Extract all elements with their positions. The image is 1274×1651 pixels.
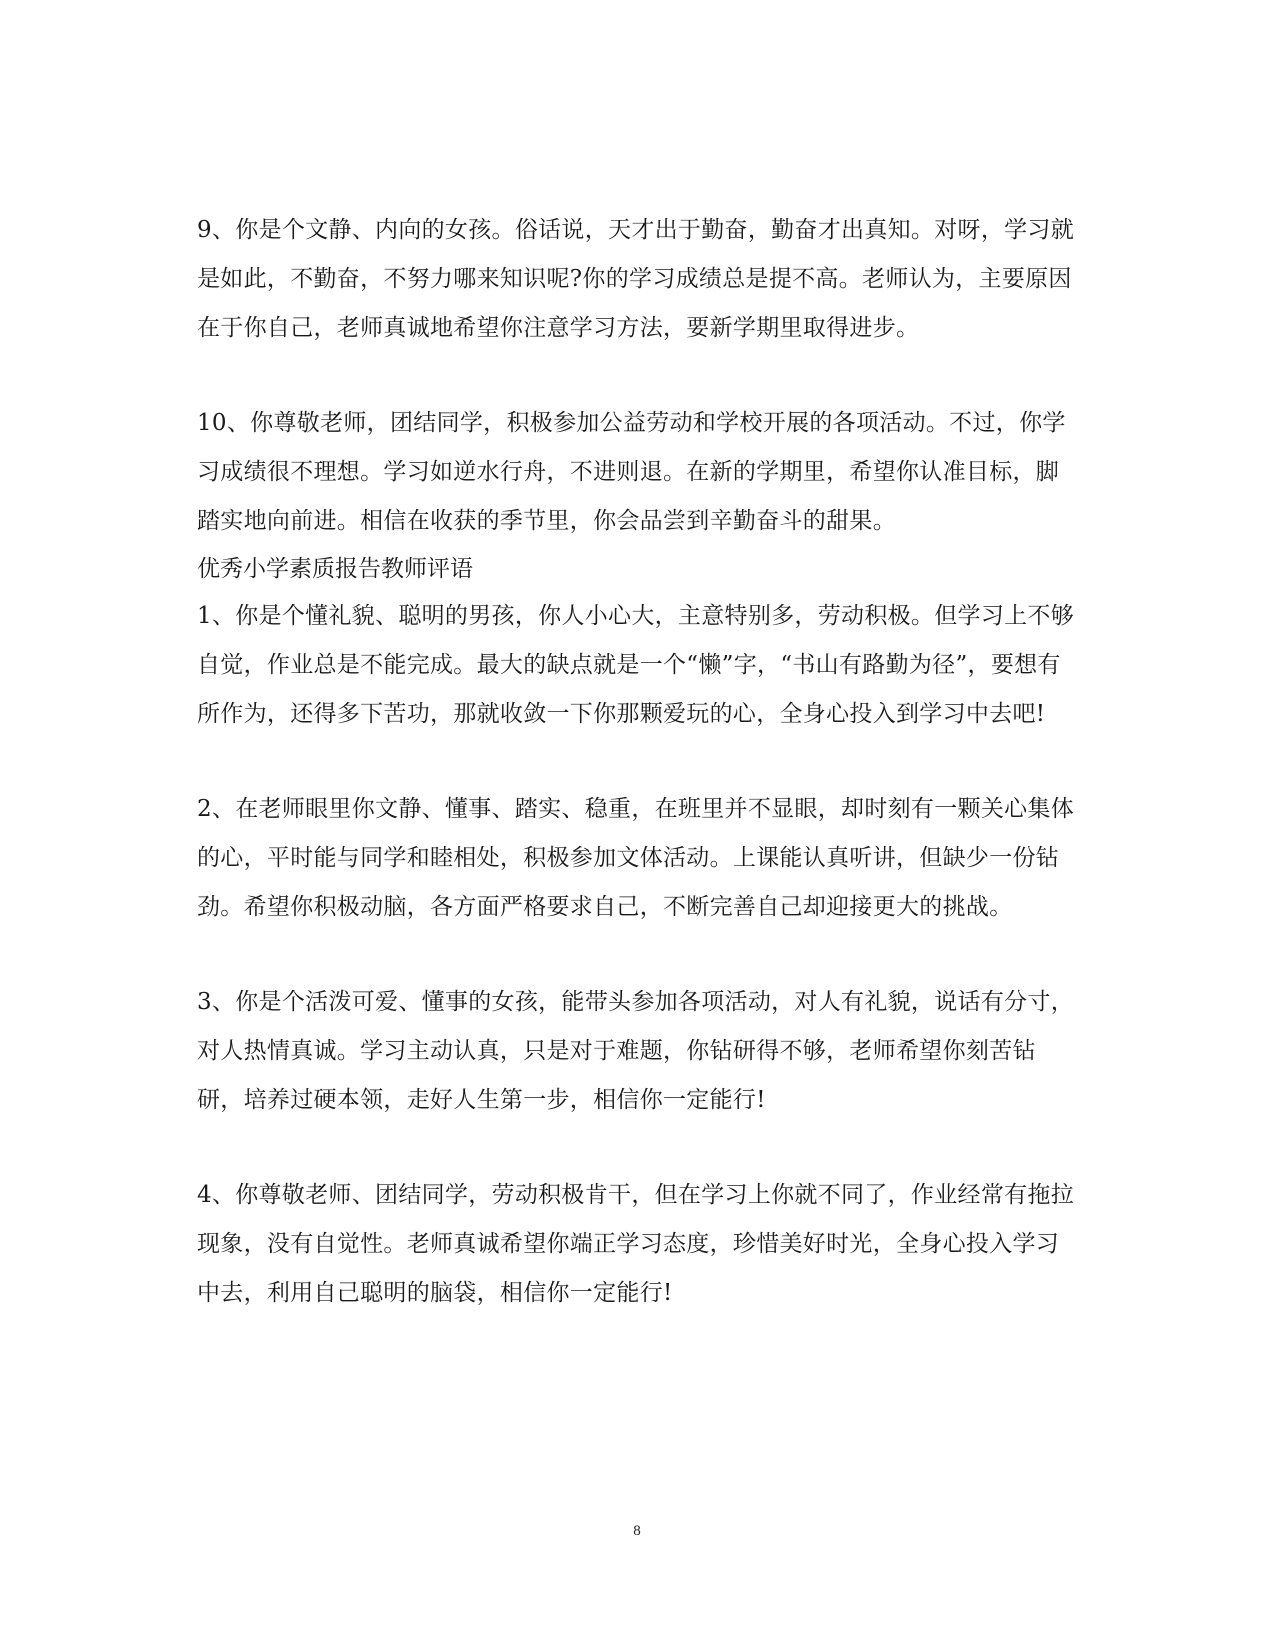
paragraph-spacer bbox=[197, 932, 1077, 978]
comment-paragraph-10: 10、你尊敬老师，团结同学，积极参加公益劳动和学校开展的各项活动。不过，你学习成绩很不理想。学习如逆水行舟，不进则退。在新的学期里，希望你认准目标，脚踏实地向前进。相信在收获的季节里，你会品尝到辛勤奋斗的甜果。 bbox=[197, 410, 1066, 534]
comment-paragraph-1: 1、你是个懂礼貌、聪明的男孩，你人小心大，主意特别多，劳动积极。但学习上不够自觉，作业总是不能完成。最大的缺点就是一个“懒”字，“书山有路勤为径”，要想有所作为，还得多下苦功，那就收敛一下你那颗爱玩的心，全身心投入到学习中去吧! bbox=[197, 603, 1075, 727]
section-heading: 优秀小学素质报告教师评语 bbox=[197, 556, 473, 582]
document-body bbox=[197, 206, 1077, 1318]
page-number: 8 bbox=[633, 1523, 641, 1539]
paragraph-spacer bbox=[197, 1125, 1077, 1171]
comment-paragraph-3: 3、你是个活泼可爱、懂事的女孩，能带头参加各项活动，对人有礼貌，说话有分寸，对人热情真诚。学习主动认真，只是对于难题，你钻研得不够，老师希望你刻苦钻研，培养过硬本领，走好人生第一步，相信你一定能行! bbox=[197, 989, 1075, 1113]
paragraph-spacer bbox=[197, 353, 1077, 399]
comment-paragraph-4: 4、你尊敬老师、团结同学，劳动积极肯干，但在学习上你就不同了，作业经常有拖拉现象，没有自觉性。老师真诚希望你端正学习态度，珍惜美好时光，全身心投入学习中去，利用自己聪明的脑袋，相信你一定能行! bbox=[197, 1182, 1075, 1306]
comment-paragraph-9: 9、你是个文静、内向的女孩。俗话说，天才出于勤奋，勤奋才出真知。对呀，学习就是如此，不勤奋，不努力哪来知识呢?你的学习成绩总是提不高。老师认为，主要原因在于你自己，老师真诚地希望你注意学习方法，要新学期里取得进步。 bbox=[197, 217, 1075, 341]
comment-paragraph-2: 2、在老师眼里你文静、懂事、踏实、稳重，在班里并不显眼，却时刻有一颗关心集体的心，平时能与同学和睦相处，积极参加文体活动。上课能认真听讲，但缺少一份钻劲。希望你积极动脑，各方面严格要求自己，不断完善自己却迎接更大的挑战。 bbox=[197, 796, 1075, 920]
paragraph-spacer bbox=[197, 739, 1077, 785]
